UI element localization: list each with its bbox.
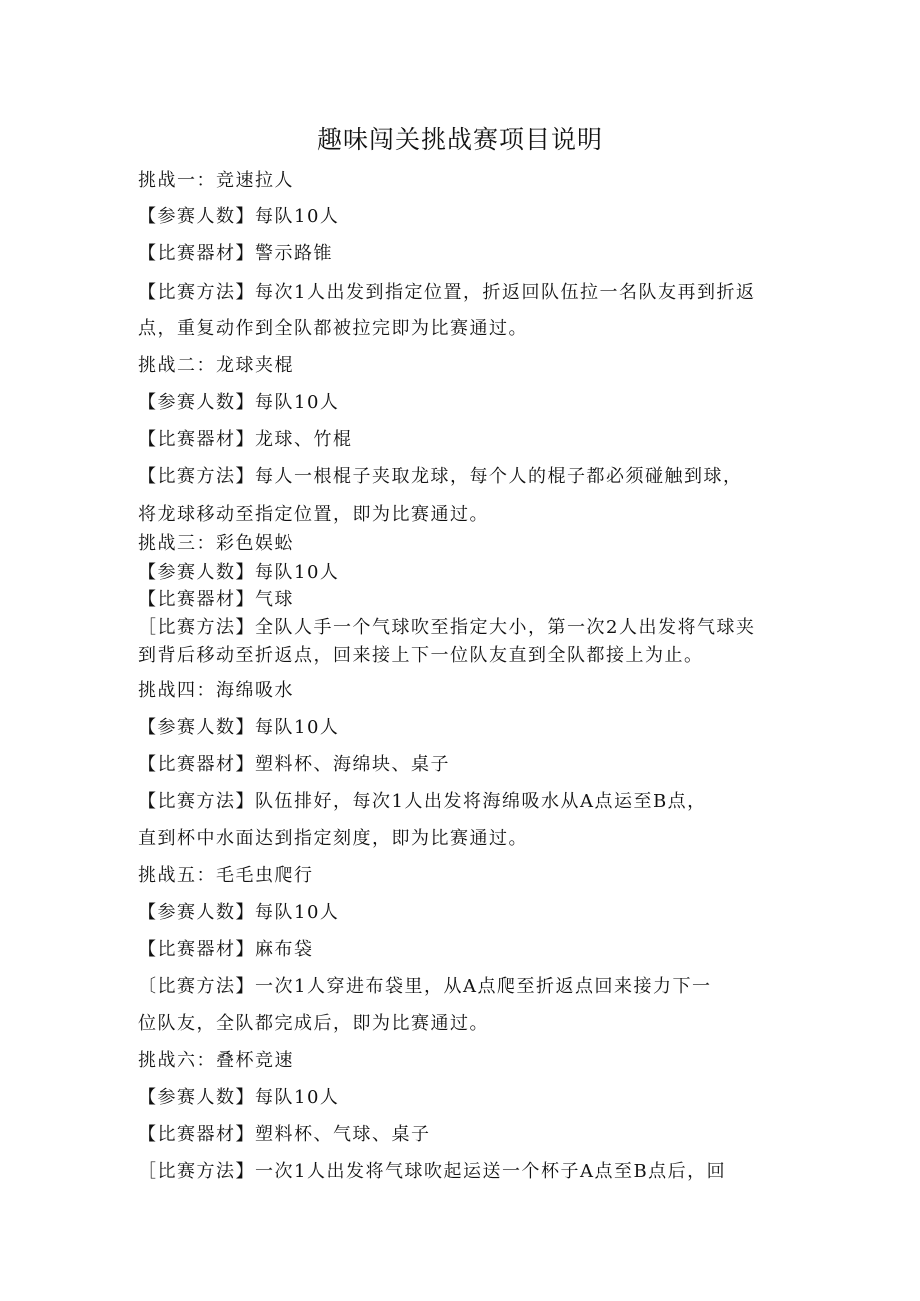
- challenge-3-heading: 挑战三：彩色娱蚣: [138, 533, 294, 554]
- challenge-2-method-line-1: 【比赛方法】每人一根棍子夹取龙球，每个人的棍子都必须碰触到球，: [138, 466, 743, 487]
- challenge-2-heading: 挑战二：龙球夹棍: [138, 355, 294, 376]
- challenge-6-participants: 【参赛人数】每队10人: [138, 1087, 340, 1108]
- challenge-5-heading: 挑战五：毛毛虫爬行: [138, 865, 314, 886]
- challenge-3-participants: 【参赛人数】每队10人: [138, 562, 340, 583]
- challenge-5-equipment: 【比赛器材】麻布袋: [138, 939, 314, 960]
- challenge-4-heading: 挑战四：海绵吸水: [138, 680, 294, 701]
- challenge-3-method-line-2: 到背后移动至折返点，回来接上下一位队友直到全队都接上为止。: [138, 645, 704, 666]
- challenge-1-participants: 【参赛人数】每队10人: [138, 206, 340, 227]
- document-title: 趣味闯关挑战赛项目说明: [316, 125, 603, 154]
- challenge-6-equipment: 【比赛器材】塑料杯、气球、桌子: [138, 1124, 431, 1145]
- challenge-5-participants: 【参赛人数】每队10人: [138, 902, 340, 923]
- challenge-2-equipment: 【比赛器材】龙球、竹棍: [138, 429, 353, 450]
- challenge-1-method-line-2: 点，重复动作到全队都被拉完即为比赛通过。: [138, 318, 528, 339]
- challenge-2-participants: 【参赛人数】每队10人: [138, 392, 340, 413]
- challenge-4-method-line-1: 【比赛方法】队伍排好，每次1人出发将海绵吸水从A点运至B点，: [138, 791, 707, 812]
- challenge-4-equipment: 【比赛器材】塑料杯、海绵块、桌子: [138, 754, 450, 775]
- challenge-1-equipment: 【比赛器材】警示路锥: [138, 243, 333, 264]
- challenge-1-method-line-1: 【比赛方法】每次1人出发到指定位置，折返回队伍拉一名队友再到折返: [138, 282, 756, 303]
- challenge-4-participants: 【参赛人数】每队10人: [138, 717, 340, 738]
- challenge-6-heading: 挑战六：叠杯竞速: [138, 1050, 294, 1071]
- challenge-5-method-line-1: 〔比赛方法】一次1人穿进布袋里，从A点爬至折返点回来接力下一: [138, 976, 712, 997]
- challenge-6-method-line-1: ［比赛方法】一次1人出发将气球吹起运送一个杯子A点至B点后，回: [138, 1161, 727, 1182]
- challenge-1-heading: 挑战一：竞速拉人: [138, 170, 294, 191]
- challenge-4-method-line-2: 直到杯中水面达到指定刻度，即为比赛通过。: [138, 828, 528, 849]
- challenge-3-method-line-1: ［比赛方法】全队人手一个气球吹至指定大小，第一次2人出发将气球夹: [138, 617, 756, 638]
- challenge-5-method-line-2: 位队友，全队都完成后，即为比赛通过。: [138, 1013, 489, 1034]
- challenge-2-method-line-2: 将龙球移动至指定位置，即为比赛通过。: [138, 504, 489, 525]
- challenge-3-equipment: 【比赛器材】气球: [138, 589, 294, 610]
